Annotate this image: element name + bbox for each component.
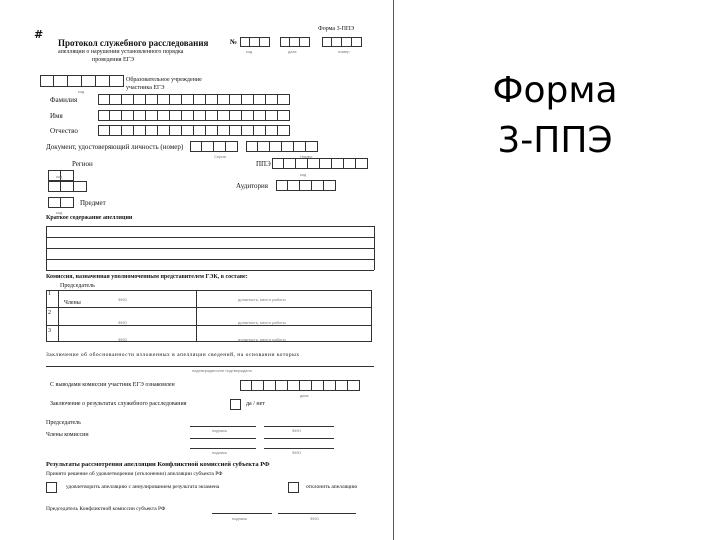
surname-cells [98, 94, 290, 105]
label-result: Заключение о результатах служебного расследования [50, 401, 187, 407]
label-auditorium: Аудитория [236, 182, 269, 190]
hint-member-fio: ФИО [292, 450, 302, 455]
label-familiar: С выводами комиссии участник ЕГЭ ознакомлен [50, 382, 175, 388]
label-document: Документ, удостоверяющий личность (номер) [46, 143, 184, 151]
hint-cc-fio: ФИО [310, 516, 320, 521]
commission-num-divider [58, 290, 59, 342]
auditorium-cells [276, 180, 336, 191]
hint-fio-3: ФИО [118, 337, 128, 342]
label-member-sign: Члены комиссии [46, 432, 89, 438]
page-right-divider [393, 0, 394, 540]
hint-chair-fio: ФИО [292, 428, 302, 433]
hint-doc-number: Номер [300, 154, 313, 159]
option-reject-label: удовлетворить апелляцию с аннулированием результата экзамена [66, 484, 220, 490]
conclusion-line [46, 366, 374, 367]
ppe-cells [272, 158, 368, 169]
date-cells [280, 37, 310, 47]
appeal-box-right [374, 226, 375, 270]
label-cc-chair: Председатель Конфликтной комиссии субъекта РФ [46, 506, 166, 512]
section-appeal-content: Краткое содержание апелляции [46, 215, 133, 221]
row-num-1: 1 [48, 291, 51, 297]
slide-title-line1: Форма [492, 70, 618, 111]
hint-subject-code: код [56, 210, 63, 215]
slide-title [440, 66, 670, 166]
subject-block-label: Образовательное учреждение участника ЕГЭ [126, 77, 202, 91]
row-num-2: 2 [48, 310, 51, 316]
form-code: Форма 3-ППЭ [318, 26, 355, 32]
label-name: Имя [50, 112, 63, 120]
school-code-cells [40, 75, 124, 87]
heading-line3: проведения ЕГЭ [92, 57, 135, 63]
exam-cells [48, 181, 87, 192]
commission-row-1 [46, 307, 372, 308]
commission-row-2 [46, 325, 372, 326]
hint-conclusion: подтверждено/не подтверждено [192, 368, 252, 373]
familiar-cells [240, 380, 360, 391]
hint-chair-sign: подпись [212, 428, 228, 433]
cc-fio-line [278, 513, 356, 514]
appeal-line-5 [46, 270, 374, 271]
label-chair-sign: Председатель [46, 420, 81, 426]
hint-series: Серия [214, 154, 226, 159]
heading-line1: Протокол служебного расследования [58, 38, 209, 48]
section-commission: Комиссия, назначенная уполномоченным представителем ГЭК, в составе: [46, 274, 248, 280]
appeal-line-1 [46, 226, 374, 227]
hint-fio-1: ФИО [118, 297, 128, 302]
hint-position-2: должность, место работы [238, 320, 286, 325]
member-sign-line-2 [190, 448, 256, 449]
label-yes-no: да / нет [246, 401, 265, 407]
number-cells [240, 37, 270, 47]
label-surname: Фамилия [50, 96, 78, 104]
hint-school-code: код [78, 89, 85, 94]
conclusion-text: Заключение об обоснованности изложенных в апелляции сведений, на основании которых [46, 352, 300, 358]
hint-position-3: должность, место работы [238, 337, 286, 342]
appeal-line-3 [46, 248, 374, 249]
hint-ppe-code: код [300, 172, 307, 177]
label-region: Регион [72, 160, 93, 168]
hint-cc-sign: подпись [232, 516, 248, 521]
hint-fio-2: ФИО [118, 320, 128, 325]
member-fio-line-2 [264, 448, 334, 449]
name-cells [98, 110, 290, 121]
hint-number-top: номер [338, 49, 350, 54]
hint-position-1: должность, место работы [238, 297, 286, 302]
label-subject: Предмет [80, 199, 106, 207]
chair-fio-line [264, 426, 334, 427]
option-reject-box[interactable] [46, 482, 57, 493]
label-patronymic: Отчество [50, 127, 78, 135]
results-text: Принято решение об удовлетворении (отклонении) апелляции субъекта РФ [46, 471, 223, 477]
member-fio-line-1 [264, 438, 334, 439]
corner-mark: # [34, 28, 44, 41]
section-results: Результаты рассмотрения апелляции Конфликтной комиссией субъекта РФ [46, 461, 270, 468]
appeal-line-4 [46, 259, 374, 260]
hint-code-top: код [246, 49, 253, 54]
result-checkbox[interactable] [230, 399, 241, 410]
hint-region-code: код [56, 174, 63, 179]
commission-table [46, 290, 372, 342]
code-cells [322, 37, 362, 47]
chair-sign-line [190, 426, 256, 427]
label-members: Члены [64, 300, 81, 306]
patronymic-cells [98, 125, 290, 136]
appeal-box-left [46, 226, 47, 270]
number-sign: № [230, 38, 238, 46]
hint-date-top: дата [288, 49, 297, 54]
appeal-line-2 [46, 237, 374, 238]
hint-member-sign: подпись [212, 450, 228, 455]
subject-cells [48, 197, 74, 208]
member-sign-line-1 [190, 438, 256, 439]
label-ppe: ППЭ [256, 160, 271, 168]
label-chairman: Председатель [60, 283, 95, 289]
option-accept-box[interactable] [288, 482, 299, 493]
cc-sign-line [212, 513, 272, 514]
commission-col-divider [196, 290, 197, 342]
row-num-3: 3 [48, 328, 51, 334]
document-series-cells [190, 141, 238, 152]
heading-line2: апелляции о нарушении установленного порядка [58, 49, 184, 55]
option-accept-label: отклонить апелляцию [306, 484, 358, 490]
hint-familiar-date: дата [300, 393, 309, 398]
slide-title-line2: 3-ППЭ [497, 120, 613, 161]
document-number-cells [246, 141, 318, 152]
